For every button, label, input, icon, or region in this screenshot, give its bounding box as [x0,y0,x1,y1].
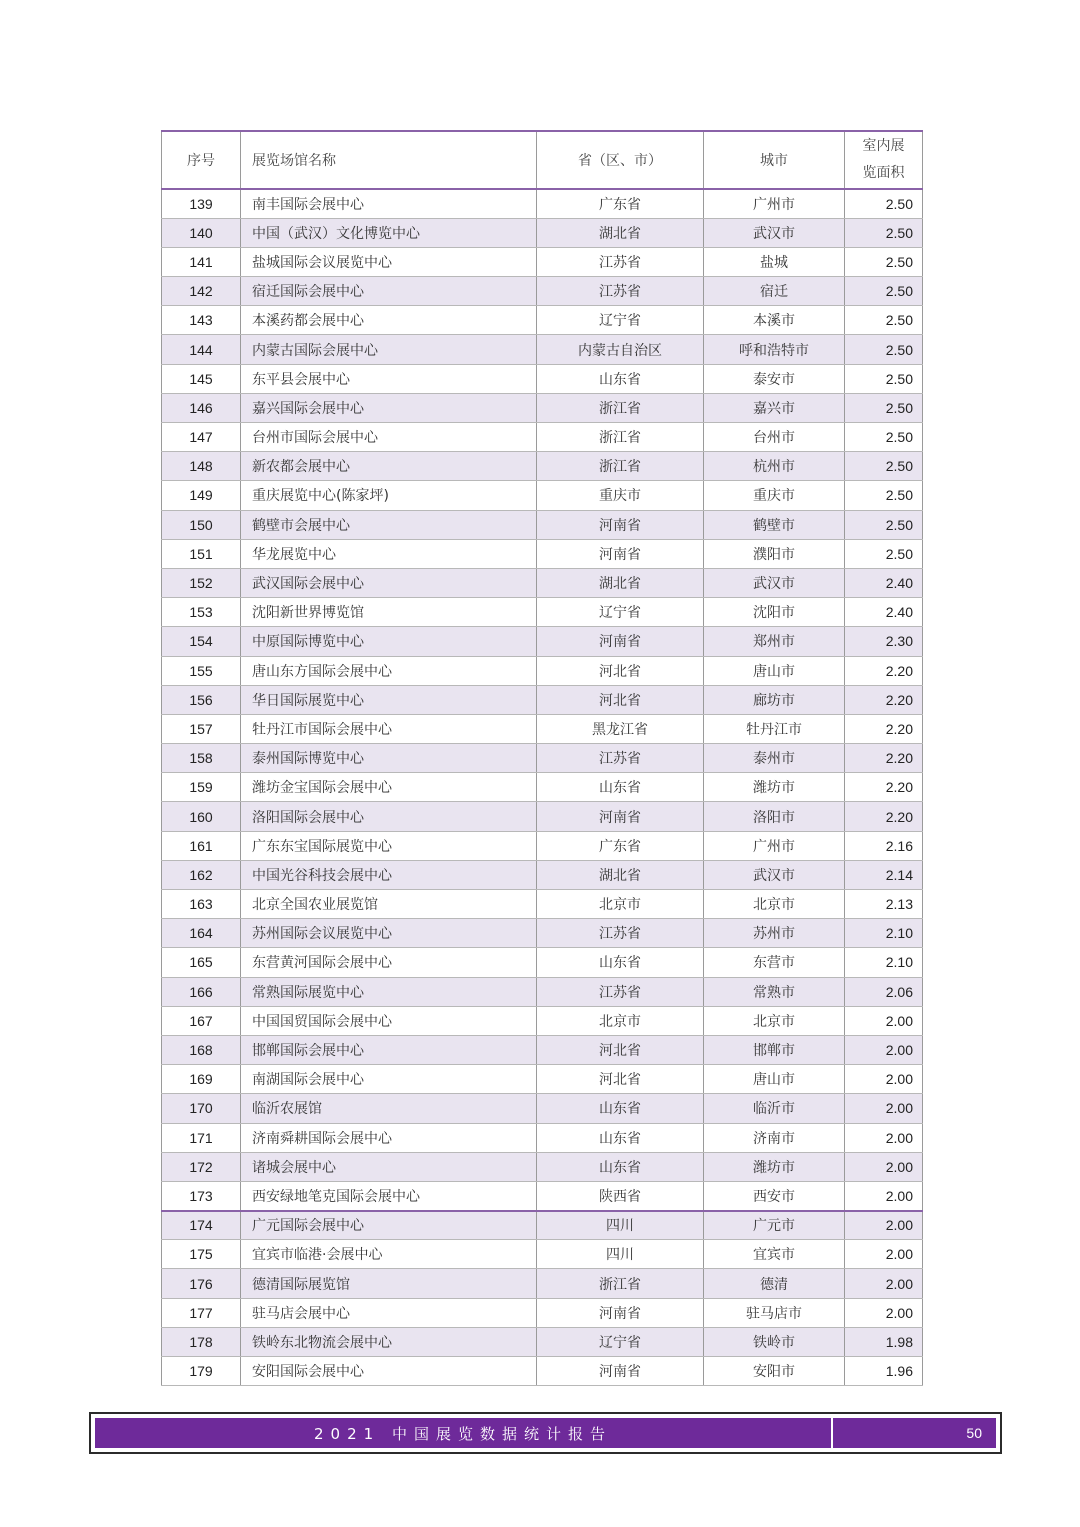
table-row [162,568,923,597]
cell-city: 宜宾市 [704,1240,845,1269]
cell-venue-name: 华日国际展览中心 [241,685,537,714]
cell-province: 浙江省 [537,423,704,452]
table-row [162,364,923,393]
header-indoor-area [845,131,923,189]
cell-no: 176 [162,1269,241,1298]
cell-city: 潍坊市 [704,1152,845,1181]
cell-indoor-area: 2.50 [845,335,923,364]
cell-venue-name: 宿迁国际会展中心 [241,277,537,306]
cell-province: 黑龙江省 [537,714,704,743]
table-row [162,1035,923,1064]
cell-indoor-area: 2.06 [845,977,923,1006]
cell-no: 174 [162,1211,241,1240]
cell-province: 辽宁省 [537,306,704,335]
table-row [162,1240,923,1269]
cell-venue-name: 邯郸国际会展中心 [241,1035,537,1064]
header-city: 城市 [704,131,845,189]
cell-province: 河北省 [537,1065,704,1094]
cell-province: 山东省 [537,948,704,977]
cell-no: 139 [162,189,241,218]
cell-city: 宿迁 [704,277,845,306]
cell-province: 山东省 [537,364,704,393]
cell-province: 江苏省 [537,977,704,1006]
cell-no: 175 [162,1240,241,1269]
cell-indoor-area: 2.50 [845,247,923,276]
cell-venue-name: 广东东宝国际展览中心 [241,831,537,860]
cell-indoor-area: 2.00 [845,1181,923,1210]
cell-indoor-area: 2.00 [845,1152,923,1181]
cell-venue-name: 潍坊金宝国际会展中心 [241,773,537,802]
cell-no: 164 [162,919,241,948]
cell-city: 常熟市 [704,977,845,1006]
cell-province: 河北省 [537,656,704,685]
cell-no: 171 [162,1123,241,1152]
venue-table [161,130,923,1386]
cell-city: 沈阳市 [704,598,845,627]
cell-venue-name: 中国光谷科技会展中心 [241,860,537,889]
cell-venue-name: 广元国际会展中心 [241,1211,537,1240]
cell-no: 166 [162,977,241,1006]
cell-indoor-area: 2.20 [845,685,923,714]
cell-venue-name: 苏州国际会议展览中心 [241,919,537,948]
cell-city: 嘉兴市 [704,393,845,422]
cell-province: 重庆市 [537,481,704,510]
cell-indoor-area: 2.20 [845,656,923,685]
cell-city: 武汉市 [704,218,845,247]
cell-indoor-area: 2.50 [845,218,923,247]
cell-no: 168 [162,1035,241,1064]
cell-venue-name: 唐山东方国际会展中心 [241,656,537,685]
cell-no: 157 [162,714,241,743]
cell-venue-name: 泰州国际博览中心 [241,744,537,773]
table-row [162,773,923,802]
cell-venue-name: 东营黄河国际会展中心 [241,948,537,977]
cell-indoor-area: 2.00 [845,1123,923,1152]
cell-indoor-area: 2.13 [845,890,923,919]
cell-indoor-area: 1.96 [845,1357,923,1386]
cell-no: 149 [162,481,241,510]
cell-no: 163 [162,890,241,919]
cell-indoor-area: 2.30 [845,627,923,656]
cell-province: 浙江省 [537,393,704,422]
cell-no: 167 [162,1006,241,1035]
cell-indoor-area: 2.00 [845,1269,923,1298]
cell-province: 江苏省 [537,919,704,948]
cell-venue-name: 新农都会展中心 [241,452,537,481]
cell-city: 泰安市 [704,364,845,393]
header-no: 序号 [162,131,241,189]
header-province: 省（区、市） [537,131,704,189]
cell-indoor-area: 2.50 [845,364,923,393]
cell-province: 陕西省 [537,1181,704,1210]
cell-indoor-area: 2.14 [845,860,923,889]
cell-venue-name: 铁岭东北物流会展中心 [241,1327,537,1356]
table-row [162,627,923,656]
header-row [162,131,923,189]
cell-city: 广元市 [704,1211,845,1240]
cell-venue-name: 驻马店会展中心 [241,1298,537,1327]
cell-city: 铁岭市 [704,1327,845,1356]
cell-city: 杭州市 [704,452,845,481]
table-row [162,714,923,743]
cell-venue-name: 洛阳国际会展中心 [241,802,537,831]
cell-province: 山东省 [537,773,704,802]
cell-province: 江苏省 [537,744,704,773]
table-row [162,481,923,510]
cell-no: 146 [162,393,241,422]
cell-no: 148 [162,452,241,481]
cell-city: 武汉市 [704,860,845,889]
cell-no: 165 [162,948,241,977]
cell-venue-name: 东平县会展中心 [241,364,537,393]
cell-city: 泰州市 [704,744,845,773]
cell-province: 江苏省 [537,247,704,276]
cell-province: 河北省 [537,1035,704,1064]
cell-no: 159 [162,773,241,802]
table-row [162,1298,923,1327]
cell-city: 驻马店市 [704,1298,845,1327]
table-row [162,831,923,860]
cell-city: 武汉市 [704,568,845,597]
cell-indoor-area: 2.00 [845,1006,923,1035]
cell-city: 潍坊市 [704,773,845,802]
cell-city: 苏州市 [704,919,845,948]
table-row [162,1181,923,1210]
cell-venue-name: 本溪药都会展中心 [241,306,537,335]
cell-venue-name: 宜宾市临港·会展中心 [241,1240,537,1269]
cell-venue-name: 牡丹江市国际会展中心 [241,714,537,743]
cell-venue-name: 华龙展览中心 [241,539,537,568]
cell-no: 179 [162,1357,241,1386]
table-row [162,510,923,539]
cell-indoor-area: 2.50 [845,277,923,306]
cell-city: 牡丹江市 [704,714,845,743]
footer-report-title: 2021 中国展览数据统计报告 [95,1418,833,1448]
cell-indoor-area: 2.50 [845,393,923,422]
table-row [162,306,923,335]
cell-venue-name: 南湖国际会展中心 [241,1065,537,1094]
header-area-line2: 览面积 [862,165,905,181]
cell-no: 147 [162,423,241,452]
cell-indoor-area: 1.98 [845,1327,923,1356]
cell-no: 143 [162,306,241,335]
cell-province: 河南省 [537,1357,704,1386]
cell-no: 153 [162,598,241,627]
page-footer [89,1412,1002,1454]
table-row [162,452,923,481]
cell-indoor-area: 2.20 [845,744,923,773]
table-row [162,919,923,948]
cell-venue-name: 武汉国际会展中心 [241,568,537,597]
cell-province: 辽宁省 [537,1327,704,1356]
table-row [162,1357,923,1386]
cell-province: 河南省 [537,802,704,831]
cell-venue-name: 盐城国际会议展览中心 [241,247,537,276]
cell-province: 浙江省 [537,1269,704,1298]
cell-province: 四川 [537,1211,704,1240]
cell-indoor-area: 2.40 [845,568,923,597]
cell-indoor-area: 2.00 [845,1240,923,1269]
cell-province: 湖北省 [537,860,704,889]
cell-city: 德清 [704,1269,845,1298]
table-row [162,656,923,685]
cell-venue-name: 临沂农展馆 [241,1094,537,1123]
cell-no: 160 [162,802,241,831]
cell-province: 山东省 [537,1123,704,1152]
cell-no: 172 [162,1152,241,1181]
cell-province: 河南省 [537,510,704,539]
cell-indoor-area: 2.00 [845,1094,923,1123]
cell-province: 山东省 [537,1152,704,1181]
cell-venue-name: 南丰国际会展中心 [241,189,537,218]
table-row [162,1152,923,1181]
table-row [162,890,923,919]
header-venue-name: 展览场馆名称 [241,131,537,189]
table-row [162,860,923,889]
cell-venue-name: 常熟国际展览中心 [241,977,537,1006]
cell-city: 台州市 [704,423,845,452]
cell-no: 161 [162,831,241,860]
cell-indoor-area: 2.00 [845,1035,923,1064]
cell-city: 西安市 [704,1181,845,1210]
cell-venue-name: 嘉兴国际会展中心 [241,393,537,422]
cell-indoor-area: 2.50 [845,481,923,510]
cell-indoor-area: 2.50 [845,510,923,539]
cell-city: 临沂市 [704,1094,845,1123]
cell-no: 142 [162,277,241,306]
table-row [162,977,923,1006]
table-row [162,802,923,831]
cell-indoor-area: 2.50 [845,539,923,568]
cell-no: 152 [162,568,241,597]
cell-province: 河南省 [537,539,704,568]
cell-province: 广东省 [537,189,704,218]
cell-city: 广州市 [704,189,845,218]
cell-no: 151 [162,539,241,568]
cell-no: 158 [162,744,241,773]
cell-city: 东营市 [704,948,845,977]
table-row [162,1094,923,1123]
cell-no: 169 [162,1065,241,1094]
footer-bar [95,1418,996,1448]
table-row [162,744,923,773]
cell-no: 144 [162,335,241,364]
cell-city: 洛阳市 [704,802,845,831]
cell-indoor-area: 2.10 [845,948,923,977]
cell-city: 广州市 [704,831,845,860]
cell-no: 150 [162,510,241,539]
cell-venue-name: 重庆展览中心(陈家坪) [241,481,537,510]
cell-indoor-area: 2.20 [845,714,923,743]
cell-city: 北京市 [704,890,845,919]
cell-city: 唐山市 [704,656,845,685]
cell-city: 鹤壁市 [704,510,845,539]
cell-province: 江苏省 [537,277,704,306]
table-row [162,1211,923,1240]
cell-indoor-area: 2.50 [845,306,923,335]
cell-province: 浙江省 [537,452,704,481]
cell-province: 湖北省 [537,568,704,597]
cell-province: 广东省 [537,831,704,860]
cell-venue-name: 安阳国际会展中心 [241,1357,537,1386]
table-row [162,393,923,422]
cell-no: 178 [162,1327,241,1356]
cell-city: 濮阳市 [704,539,845,568]
cell-venue-name: 中原国际博览中心 [241,627,537,656]
table-row [162,539,923,568]
cell-indoor-area: 2.50 [845,189,923,218]
cell-province: 辽宁省 [537,598,704,627]
cell-indoor-area: 2.40 [845,598,923,627]
cell-indoor-area: 2.00 [845,1211,923,1240]
cell-city: 邯郸市 [704,1035,845,1064]
cell-province: 河北省 [537,685,704,714]
cell-venue-name: 台州市国际会展中心 [241,423,537,452]
cell-venue-name: 鹤壁市会展中心 [241,510,537,539]
cell-city: 本溪市 [704,306,845,335]
cell-indoor-area: 2.16 [845,831,923,860]
cell-venue-name: 中国国贸国际会展中心 [241,1006,537,1035]
table-row [162,1269,923,1298]
cell-no: 145 [162,364,241,393]
table-body [162,189,923,1386]
cell-province: 河南省 [537,627,704,656]
cell-indoor-area: 2.20 [845,802,923,831]
cell-venue-name: 济南舜耕国际会展中心 [241,1123,537,1152]
table-row [162,1065,923,1094]
cell-city: 盐城 [704,247,845,276]
cell-city: 北京市 [704,1006,845,1035]
cell-city: 呼和浩特市 [704,335,845,364]
cell-venue-name: 沈阳新世界博览馆 [241,598,537,627]
cell-city: 济南市 [704,1123,845,1152]
cell-indoor-area: 2.20 [845,773,923,802]
table-row [162,1006,923,1035]
table-row [162,189,923,218]
page-number: 50 [966,1425,982,1441]
cell-no: 156 [162,685,241,714]
table-row [162,218,923,247]
cell-venue-name: 德清国际展览馆 [241,1269,537,1298]
cell-no: 141 [162,247,241,276]
cell-city: 郑州市 [704,627,845,656]
cell-province: 湖北省 [537,218,704,247]
cell-venue-name: 西安绿地笔克国际会展中心 [241,1181,537,1210]
cell-no: 140 [162,218,241,247]
table-row [162,1123,923,1152]
cell-province: 北京市 [537,890,704,919]
cell-venue-name: 中国（武汉）文化博览中心 [241,218,537,247]
cell-province: 北京市 [537,1006,704,1035]
cell-venue-name: 北京全国农业展览馆 [241,890,537,919]
cell-city: 重庆市 [704,481,845,510]
table-row [162,1327,923,1356]
cell-city: 廊坊市 [704,685,845,714]
table-row [162,423,923,452]
cell-venue-name: 内蒙古国际会展中心 [241,335,537,364]
cell-city: 安阳市 [704,1357,845,1386]
cell-province: 河南省 [537,1298,704,1327]
cell-province: 内蒙古自治区 [537,335,704,364]
table-header [162,131,923,189]
cell-no: 162 [162,860,241,889]
cell-no: 155 [162,656,241,685]
cell-no: 177 [162,1298,241,1327]
cell-indoor-area: 2.00 [845,1065,923,1094]
cell-city: 唐山市 [704,1065,845,1094]
table-row [162,247,923,276]
cell-province: 山东省 [537,1094,704,1123]
cell-no: 173 [162,1181,241,1210]
table-row [162,685,923,714]
cell-no: 154 [162,627,241,656]
table-row [162,948,923,977]
header-area-line1: 室内展 [862,138,905,154]
table-row [162,335,923,364]
table-row [162,598,923,627]
cell-province: 四川 [537,1240,704,1269]
cell-indoor-area: 2.00 [845,1298,923,1327]
cell-venue-name: 诸城会展中心 [241,1152,537,1181]
venue-table-container [161,130,922,1386]
cell-indoor-area: 2.10 [845,919,923,948]
table-row [162,277,923,306]
cell-no: 170 [162,1094,241,1123]
cell-indoor-area: 2.50 [845,423,923,452]
cell-indoor-area: 2.50 [845,452,923,481]
